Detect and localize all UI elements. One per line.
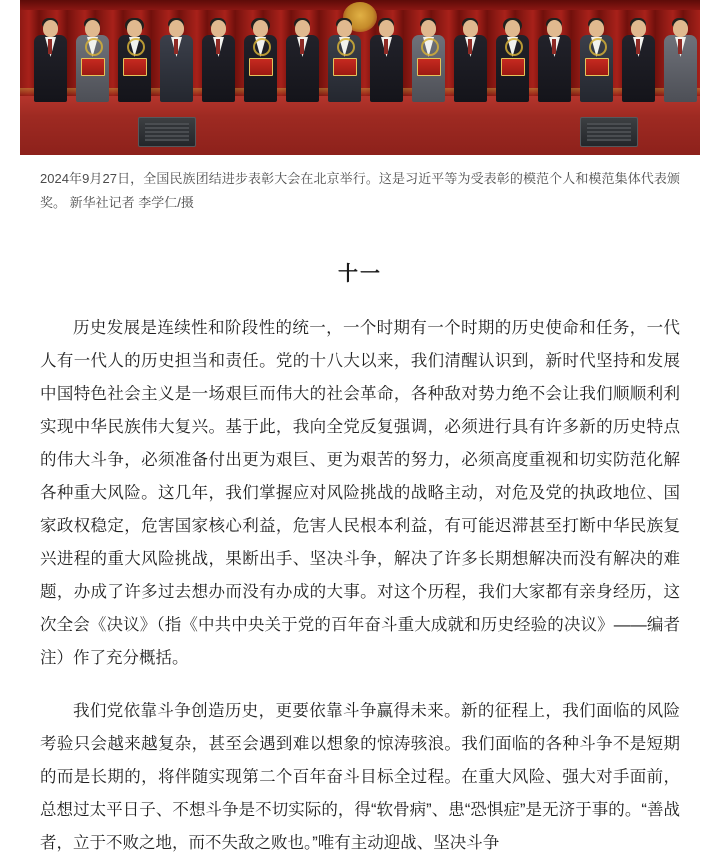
photo-people-row [20,6,700,102]
paragraph: 我们党依靠斗争创造历史，更要依靠斗争赢得未来。新的征程上，我们面临的风险考验只会越来越复杂，甚至会遇到难以想象的惊涛骇浪。我们面临的各种斗争不是短期的而是长期的，将伴随实现第二个百年奋斗目标全过程。在重大风险、强大对手面前，总想过太平日子、不想斗争是不切实际的，得“软骨病”、患“恐惧症”是无济于事的。“善战者，立于不败之地，而不失敌之败也。”唯有主动迎战、坚决斗争 [40,702,680,853]
photo-person [576,18,616,102]
photo-stage-speaker [580,117,638,147]
article-body [40,312,680,860]
photo-person [72,18,112,102]
photo-person [660,18,700,102]
paragraph: 历史发展是连续性和阶段性的统一，一个时期有一个时期的历史使命和任务，一代人有一代人的历史担当和责任。党的十八大以来，我们清醒认识到，新时代坚持和发展中国特色社会主义是一场艰巨而伟大的社会革命，各种敌对势力绝不会让我们顺顺利利实现中华民族伟大复兴。基于此，我向全党反复强调，必须进行具有许多新的历史特点的伟大斗争，必须准备付出更为艰巨、更为艰苦的努力，必须高度重视和切实防范化解各种重大风险。这几年，我们掌握应对风险挑战的战略主动，对危及党的执政地位、国家政权稳定，危害国家核心利益，危害人民根本利益，有可能迟滞甚至打断中华民族复兴进程的重大风险挑战，果断出手、坚决斗争，解决了许多长期想解决而没有解决的难题，办成了许多过去想办而没有办成的大事。对这个历程，我们大家都有亲身经历，这次全会《决议》（指《中共中央关于党的百年奋斗重大成就和历史经验的决议》——编者注）作了充分概括。 [40,319,680,668]
photo-person [156,18,196,102]
section-number-heading: 十一 [338,263,382,286]
photo-person [366,18,406,102]
photo-person [492,18,532,102]
ceremony-photo [20,0,700,155]
photo-person [450,18,490,102]
photo-person [534,18,574,102]
photo-person [114,18,154,102]
photo-person [282,18,322,102]
photo-person [30,18,70,102]
photo-person [198,18,238,102]
article-figure [0,0,720,215]
figure-caption: 2024年9月27日，全国民族团结进步表彰大会在北京举行。这是习近平等为受表彰的模范个人和模范集体代表颁奖。 新华社记者 李学仁/摄 [40,171,680,211]
photo-person [324,18,364,102]
photo-stage-speaker [138,117,196,147]
photo-person [618,18,658,102]
photo-person [240,18,280,102]
photo-person [408,18,448,102]
